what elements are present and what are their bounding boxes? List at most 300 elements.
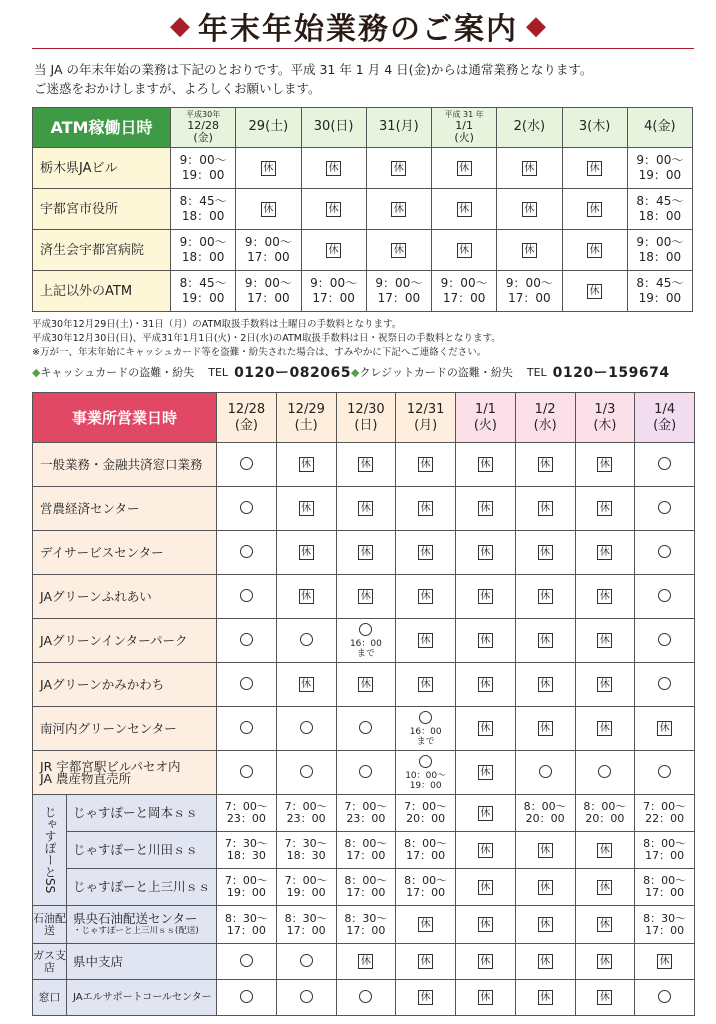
biz-cell (217, 663, 277, 707)
atm-row (33, 148, 693, 189)
biz-cell (396, 575, 456, 619)
atm-cell (236, 189, 301, 230)
office-name-line: デイサービスセンター (40, 544, 164, 560)
hours-text: 19：00 (226, 886, 266, 899)
biz-cell (336, 906, 396, 944)
atm-notes (32, 318, 702, 360)
closed-mark: 休 (418, 545, 433, 560)
note-line: 平成30年12月29日(土)・31日（月）のATM取扱手数料は土曜日の手数料となります。 (32, 319, 402, 330)
biz-cell (456, 869, 516, 906)
hours-text: 17：00 (312, 291, 355, 305)
closed-mark: 休 (597, 633, 612, 648)
intro-line-1: 当 JA の年末年始の業務は下記のとおりです。平成 31 年 1 月 4 日(金)からは通常業務となります。 (34, 62, 593, 77)
closed-mark: 休 (478, 677, 493, 692)
closed-mark: 休 (538, 990, 553, 1005)
biz-cell (217, 707, 277, 751)
hours-text: 17：00 (247, 291, 290, 305)
biz-cell (336, 443, 396, 487)
atm-cell (562, 148, 627, 189)
hours-text: まで (416, 736, 435, 747)
hours-text: 23：00 (226, 812, 266, 825)
biz-cell (635, 906, 695, 944)
biz-cell (276, 707, 336, 751)
closed-mark: 休 (478, 990, 493, 1005)
hours-text: 8：00～ (583, 800, 627, 813)
office-name (33, 443, 217, 487)
biz-cell (336, 619, 396, 663)
hours-text: 17：00 (508, 291, 551, 305)
biz-cell (276, 663, 336, 707)
biz-cell (396, 663, 456, 707)
closed-mark: 休 (326, 161, 341, 176)
oil-group-label: 石油配送 (33, 906, 67, 944)
hours-text: 18：00 (638, 250, 682, 264)
open-mark (359, 990, 372, 1003)
open-mark (658, 765, 671, 778)
closed-mark: 休 (391, 243, 406, 258)
biz-cell (575, 906, 635, 944)
hours-text: 8：30～ (643, 911, 687, 925)
biz-cell (276, 619, 336, 663)
office-name-line: 県央石油配送センター (73, 910, 198, 926)
business-hours-table (32, 392, 695, 1016)
closed-mark: 休 (478, 765, 493, 780)
open-mark (240, 990, 253, 1003)
closed-mark: 休 (478, 843, 493, 858)
date-label: 29(土) (248, 119, 289, 135)
biz-cell (217, 980, 277, 1016)
biz-cell (515, 869, 575, 906)
open-mark (300, 765, 313, 778)
open-mark (658, 589, 671, 602)
open-mark (419, 711, 432, 724)
biz-cell (336, 832, 396, 869)
closed-mark: 休 (299, 457, 314, 472)
atm-cell (627, 230, 692, 271)
hours-text: 9：00～ (179, 235, 227, 249)
open-mark (658, 457, 671, 470)
tel-prefix: TEL (208, 365, 229, 379)
biz-date-header (217, 393, 277, 443)
ss-row (33, 832, 695, 869)
intro-line-2: ご迷惑をおかけしますが、よろしくお願いします。 (34, 81, 321, 96)
atm-cell (171, 230, 236, 271)
hours-text: 18：30 (226, 849, 266, 862)
closed-mark: 休 (538, 954, 553, 969)
day-label: (月) (414, 417, 438, 433)
open-mark (240, 457, 253, 470)
closed-mark: 休 (587, 202, 602, 217)
contact-phones (32, 362, 702, 382)
diamond-icon: ◆ (350, 365, 360, 379)
biz-cell (575, 751, 635, 795)
office-name (33, 487, 217, 531)
closed-mark: 休 (597, 677, 612, 692)
cash-card-phone: 0120ー082065 (234, 365, 351, 381)
atm-cell (301, 189, 366, 230)
office-name-line: JAエルサポートコールセンター (73, 991, 212, 1003)
atm-cell (497, 271, 562, 312)
atm-row (33, 271, 693, 312)
biz-cell (635, 443, 695, 487)
hours-text: 9：00～ (505, 276, 553, 290)
office-name (33, 707, 217, 751)
hours-text: 8：45～ (179, 194, 227, 208)
biz-cell (276, 980, 336, 1016)
hours-text: 7：00～ (224, 874, 268, 887)
biz-date-header (276, 393, 336, 443)
closed-mark: 休 (597, 843, 612, 858)
atm-date-header (497, 108, 562, 148)
atm-cell (171, 148, 236, 189)
closed-mark: 休 (538, 721, 553, 736)
biz-cell (217, 869, 277, 906)
open-mark (658, 677, 671, 690)
open-mark (240, 501, 253, 514)
hours-text: まで (356, 648, 375, 659)
open-mark (658, 501, 671, 514)
hours-text: 17：00 (346, 923, 386, 937)
biz-date-header (635, 393, 695, 443)
hours-text: 9：00～ (244, 276, 292, 290)
hours-text: 7：30～ (284, 837, 328, 850)
closed-mark: 休 (326, 202, 341, 217)
hours-text: 8：00～ (643, 874, 687, 887)
open-mark (240, 765, 253, 778)
closed-mark: 休 (457, 161, 472, 176)
biz-cell (276, 869, 336, 906)
closed-mark: 休 (597, 954, 612, 969)
closed-mark: 休 (597, 917, 612, 932)
atm-cell (432, 230, 497, 271)
open-mark (240, 954, 253, 967)
hours-text: 8：30～ (224, 911, 268, 925)
office-name (33, 619, 217, 663)
biz-cell (575, 531, 635, 575)
biz-cell (276, 795, 336, 832)
biz-date-header (456, 393, 516, 443)
biz-table-title: 事業所営業日時 (33, 393, 217, 443)
closed-mark: 休 (418, 589, 433, 604)
biz-cell (396, 619, 456, 663)
biz-cell (456, 707, 516, 751)
gas-group-label: ガス支店 (33, 944, 67, 980)
office-name-line: 南河内グリーンセンター (40, 720, 177, 736)
hours-text: 8：00～ (643, 837, 687, 850)
atm-date-header (236, 108, 301, 148)
biz-cell (456, 906, 516, 944)
office-name-line: 一般業務・金融共済窓口業務 (40, 456, 203, 472)
biz-cell (635, 531, 695, 575)
hours-text: 19：00 (409, 780, 442, 791)
biz-cell (396, 487, 456, 531)
biz-cell (396, 795, 456, 832)
closed-mark: 休 (478, 457, 493, 472)
closed-mark: 休 (418, 917, 433, 932)
biz-cell (336, 707, 396, 751)
biz-cell (635, 663, 695, 707)
hours-text: 23：00 (346, 812, 386, 825)
date-label: 31(月) (379, 119, 419, 135)
biz-cell (575, 487, 635, 531)
office-name-line: JAグリーンふれあい (40, 588, 152, 604)
date-label: 1/1 (474, 401, 496, 417)
closed-mark: 休 (597, 721, 612, 736)
hours-text: 9：00～ (244, 235, 292, 249)
atm-table-title: ATM稼働日時 (33, 108, 171, 148)
closed-mark: 休 (478, 633, 493, 648)
atm-row (33, 230, 693, 271)
closed-mark: 休 (478, 501, 493, 516)
biz-cell (336, 944, 396, 980)
closed-mark: 休 (597, 589, 612, 604)
atm-cell (366, 189, 431, 230)
hours-text: 9：00～ (375, 276, 423, 290)
open-mark (598, 765, 611, 778)
closed-mark: 休 (299, 545, 314, 560)
credit-card-phone: 0120ー159674 (552, 365, 670, 381)
tel-prefix: TEL (526, 365, 547, 379)
office-name (33, 751, 217, 795)
hours-text: 8：00～ (344, 837, 388, 850)
atm-date-header (562, 108, 627, 148)
biz-cell (635, 832, 695, 869)
biz-cell (575, 663, 635, 707)
closed-mark: 休 (418, 954, 433, 969)
biz-cell (336, 663, 396, 707)
atm-cell (366, 230, 431, 271)
atm-cell (432, 148, 497, 189)
window-group-label: 窓口 (33, 980, 67, 1016)
hours-text: 10：00～ (405, 770, 447, 781)
atm-location: 済生会宇都宮病院 (33, 230, 171, 271)
biz-cell (515, 575, 575, 619)
ss-name: じゃすぽーと川田ｓｓ (67, 832, 217, 869)
biz-cell (635, 619, 695, 663)
date-label: 1/4 (654, 401, 676, 417)
biz-cell (515, 619, 575, 663)
biz-cell (575, 869, 635, 906)
biz-cell (575, 795, 635, 832)
day-label: (金) (193, 130, 213, 144)
office-name-line: 県中支店 (73, 953, 124, 969)
biz-cell (217, 575, 277, 619)
biz-row (33, 619, 695, 663)
closed-mark: 休 (587, 161, 602, 176)
biz-cell (336, 795, 396, 832)
closed-mark: 休 (299, 677, 314, 692)
biz-row (33, 443, 695, 487)
biz-cell (456, 751, 516, 795)
biz-cell (396, 944, 456, 980)
closed-mark: 休 (597, 990, 612, 1005)
closed-mark: 休 (261, 202, 276, 217)
hours-text: 17：00 (645, 923, 685, 937)
hours-text: 8：45～ (636, 194, 684, 208)
closed-mark: 休 (358, 589, 373, 604)
day-label: (水) (533, 417, 557, 433)
hours-text: 8：45～ (179, 276, 227, 290)
biz-cell (336, 531, 396, 575)
biz-cell (456, 832, 516, 869)
atm-cell (497, 230, 562, 271)
biz-cell (515, 832, 575, 869)
hours-text: 17：00 (286, 923, 326, 937)
biz-cell (456, 619, 516, 663)
date-label: 4(金) (644, 119, 676, 135)
closed-mark: 休 (478, 589, 493, 604)
office-name-line: 営農経済センター (40, 500, 140, 516)
day-label: (金) (653, 417, 677, 433)
hours-text: 17：00 (226, 923, 266, 937)
day-label: (日) (354, 417, 378, 433)
hours-text: 16：00 (349, 638, 382, 649)
credit-card-label: クレジットカードの盗難・紛失 (359, 366, 513, 379)
biz-cell (515, 944, 575, 980)
closed-mark: 休 (522, 161, 537, 176)
office-name (67, 906, 217, 944)
hours-text: 8：00～ (404, 874, 448, 887)
hours-text: 17：00 (645, 886, 685, 899)
hours-text: 22：00 (645, 812, 685, 825)
biz-cell (575, 832, 635, 869)
day-label: (火) (473, 417, 497, 433)
atm-location: 宇都宮市役所 (33, 189, 171, 230)
biz-cell (336, 980, 396, 1016)
atm-cell (432, 189, 497, 230)
atm-cell (562, 271, 627, 312)
hours-text: 17：00 (406, 886, 446, 899)
office-name-line: JAグリーンかみかわち (40, 676, 165, 692)
biz-cell (575, 707, 635, 751)
note-line: 平成30年12月30日(日)、平成31年1月1日(火)・2日(水)のATM取扱手数料は日・祝祭日の手数料となります。 (32, 333, 501, 344)
biz-cell (396, 906, 456, 944)
office-name-line: JA 農産物直売所 (40, 770, 131, 786)
open-mark (359, 623, 372, 636)
hours-text: 17：00 (406, 849, 446, 862)
hours-text: 7：30～ (224, 837, 268, 850)
atm-cell (497, 189, 562, 230)
hours-text: 9：00～ (179, 153, 227, 167)
hours-text: 16：00 (409, 726, 442, 737)
biz-row (33, 707, 695, 751)
atm-cell (627, 189, 692, 230)
biz-cell (575, 944, 635, 980)
office-name (33, 531, 217, 575)
biz-cell (276, 443, 336, 487)
biz-cell (456, 443, 516, 487)
office-name-line: JR 宇都宮駅ビルパセオ内 (40, 758, 181, 774)
closed-mark: 休 (538, 501, 553, 516)
open-mark (300, 954, 313, 967)
biz-cell (217, 832, 277, 869)
biz-cell (396, 832, 456, 869)
closed-mark: 休 (358, 501, 373, 516)
closed-mark: 休 (538, 880, 553, 895)
diamond-icon: ◆ (32, 365, 41, 379)
biz-cell (635, 575, 695, 619)
biz-cell (217, 531, 277, 575)
biz-cell (456, 575, 516, 619)
note-line: ※万が一、年末年始にキャッシュカード等を盗難・紛失された場合は、すみやかに下記へご連絡ください。 (32, 347, 487, 358)
closed-mark: 休 (261, 161, 276, 176)
closed-mark: 休 (391, 161, 406, 176)
closed-mark: 休 (538, 457, 553, 472)
closed-mark: 休 (587, 284, 602, 299)
open-mark (359, 721, 372, 734)
biz-cell (456, 663, 516, 707)
ss-name: じゃすぽーと上三川ｓｓ (67, 869, 217, 906)
closed-mark: 休 (358, 677, 373, 692)
biz-cell (217, 906, 277, 944)
biz-cell (276, 906, 336, 944)
closed-mark: 休 (299, 589, 314, 604)
hours-text: 19：00 (638, 168, 682, 182)
hours-text: 20：00 (406, 812, 446, 825)
closed-mark: 休 (538, 677, 553, 692)
closed-mark: 休 (587, 243, 602, 258)
diamond-icon-left: ◆ (170, 11, 190, 41)
closed-mark: 休 (418, 990, 433, 1005)
biz-cell (515, 531, 575, 575)
hours-text: 18：00 (181, 209, 225, 223)
closed-mark: 休 (597, 545, 612, 560)
closed-mark: 休 (478, 806, 493, 821)
biz-row (33, 663, 695, 707)
atm-cell (301, 148, 366, 189)
biz-cell (276, 487, 336, 531)
era-label: 平成30年 (186, 110, 221, 119)
ss-row (33, 795, 695, 832)
atm-cell (236, 230, 301, 271)
gas-row (33, 944, 695, 980)
closed-mark: 休 (538, 589, 553, 604)
hours-text: 7：00～ (344, 800, 388, 813)
office-name (67, 944, 217, 980)
closed-mark: 休 (538, 633, 553, 648)
closed-mark: 休 (657, 721, 672, 736)
hours-text: 8：30～ (344, 911, 388, 925)
atm-cell (432, 271, 497, 312)
biz-cell (635, 487, 695, 531)
hours-text: 8：00～ (344, 874, 388, 887)
biz-cell (575, 980, 635, 1016)
closed-mark: 休 (657, 954, 672, 969)
window-row (33, 980, 695, 1016)
closed-mark: 休 (326, 243, 341, 258)
atm-date-header (171, 108, 236, 148)
closed-mark: 休 (418, 501, 433, 516)
open-mark (240, 633, 253, 646)
biz-cell (456, 487, 516, 531)
cash-card-label: キャッシュカードの盗難・紛失 (40, 366, 195, 379)
date-label: 12/31 (406, 401, 445, 417)
closed-mark: 休 (358, 954, 373, 969)
hours-text: 7：00～ (643, 800, 687, 813)
closed-mark: 休 (597, 457, 612, 472)
atm-cell (236, 271, 301, 312)
hours-text: 18：00 (181, 250, 225, 264)
biz-cell (396, 751, 456, 795)
biz-cell (635, 795, 695, 832)
atm-location: 上記以外のATM (33, 271, 171, 312)
biz-cell (276, 944, 336, 980)
biz-cell (515, 980, 575, 1016)
biz-row (33, 487, 695, 531)
atm-date-header (301, 108, 366, 148)
ss-group-label: じゃすぽーとSS (33, 795, 67, 906)
atm-cell (301, 230, 366, 271)
